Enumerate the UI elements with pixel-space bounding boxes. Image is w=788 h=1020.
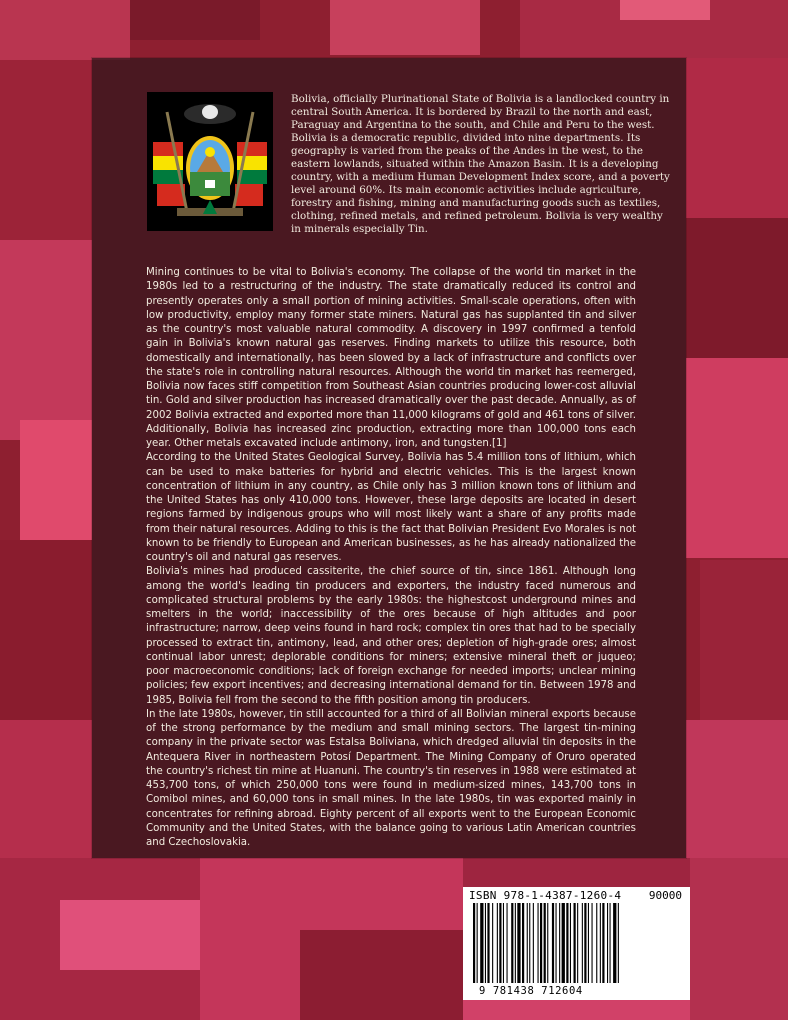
paragraph-lithium: According to the United States Geological Survey, Bolivia has 5.4 million tons of lithium, which can be used to make batteries for hybrid and electric vehicles. This is the largest known concentration of lithium in any country, as Chile only has 3 million known tons of lithium and the United States has only 410,000 tons. However, these large deposits are located in desert regions farmed by indigenous groups who will most likely want a share of any profits made from their natural resources. Adding to this is the fact that Bolivian President Evo Morales is not known to be friendly to European and American businesses, as he has already nationalized the country's oil and natural gas reserves. <box>146 452 636 563</box>
paragraph-mining: Mining continues to be vital to Bolivia's economy. The collapse of the world tin market in the 1980s led to a restructuring of the industry. The state dramatically reduced its control and presently operates only a small portion of mining activities. Small-scale operations, often with low productivity, employ many former state miners. Natural gas has supplanted tin and silver as the country's most valuable natural commodity. A discovery in 1997 confirmed a tenfold gain in Bolivia's known natural gas reserves. Finding markets to utilize this resource, both domestically and internationally, has been slowed by a lack of infrastructure and conflicts over the state's role in controlling natural resources. Although the world tin market has reemerged, Bolivia now faces stiff competition from Southeast Asian countries producing lower-cost alluvial tin. Gold and silver production has increased dramatically over the past decade. Annually, as of 2002 Bolivia extracted and exported more than 11,000 kilograms of gold and 461 tons of silver. Additionally, Bolivia has increased zinc production, extracting more than 100,000 tons each year. Other metals excavated include antimony, iron, and tungsten.[1] <box>146 267 636 449</box>
barcode-bars <box>473 903 683 985</box>
intro-paragraph: Bolivia, officially Plurinational State of Bolivia is a landlocked country in central South America. It is bordered by Brazil to the north and east, Paraguay and Argentina to the south, and Chile and Peru to the west. Bolivia is a democratic republic, divided into nine departments. Its geography is varied from the peaks of the Andes in the west, to the eastern lowlands, situated within the Amazon Basin. It is a developing country, with a medium Human Development Index score, and a poverty level around 60%. Its main economic activities include agriculture, forestry and fishing, mining and manufacturing goods such as textiles, clothing, refined metals, and refined petroleum. Bolivia is very wealthy in minerals especially Tin. <box>291 93 670 235</box>
price-code: 90000 <box>648 889 682 902</box>
isbn-barcode <box>463 887 690 1000</box>
isbn-number: ISBN 978-1-4387-1260-4 <box>469 889 622 902</box>
paragraph-tin-exports: In the late 1980s, however, tin still accounted for a third of all Bolivian mineral exports because of the strong performance by the medium and small mining sectors. The largest tin-mining company in the private sector was Estalsa Boliviana, which dredged alluvial tin deposits in the Antequera River in northeastern Potosí Department. The Mining Company of Oruro operated the country's richest tin mine at Huanuni. The country's tin reserves in 1988 were estimated at 453,700 tons, of which 250,000 tons were found in medium-sized mines, 143,700 tons in Comibol mines, and 60,000 tons in small mines. In the late 1980s, tin was exported mainly in concentrates for refining abroad. Eighty percent of all exports went to the European Economic Community and the United States, with the balance going to various Latin American countries and Czechoslovakia. <box>146 708 636 848</box>
coat-of-arms-of-bolivia-icon <box>147 92 273 231</box>
paragraph-cassiterite: Bolivia's mines had produced cassiterite, the chief source of tin, since 1861. Although long among the world's leading tin producers and exporters, the industry faced numerous and complicated structural problems by the early 1980s: the highestcost underground mines and smelters in the world; inaccessibility of the ores because of high altitudes and poor infrastructure; narrow, deep veins found in hard rock; complex tin ores that had to be specially processed to extract tin, antimony, lead, and other ores; depletion of high-grade ores; almost continual labor unrest; deplorable conditions for miners; extensive mineral theft or juqueo; poor macroeconomic conditions; lack of foreign exchange for needed imports; unclear mining policies; few export incentives; and decreasing international demand for tin. Between 1978 and 1985, Bolivia fell from the second to the fifth position among tin producers. <box>146 566 636 706</box>
article-body <box>146 266 636 850</box>
barcode-digits: 9 781438 712604 <box>479 985 583 997</box>
